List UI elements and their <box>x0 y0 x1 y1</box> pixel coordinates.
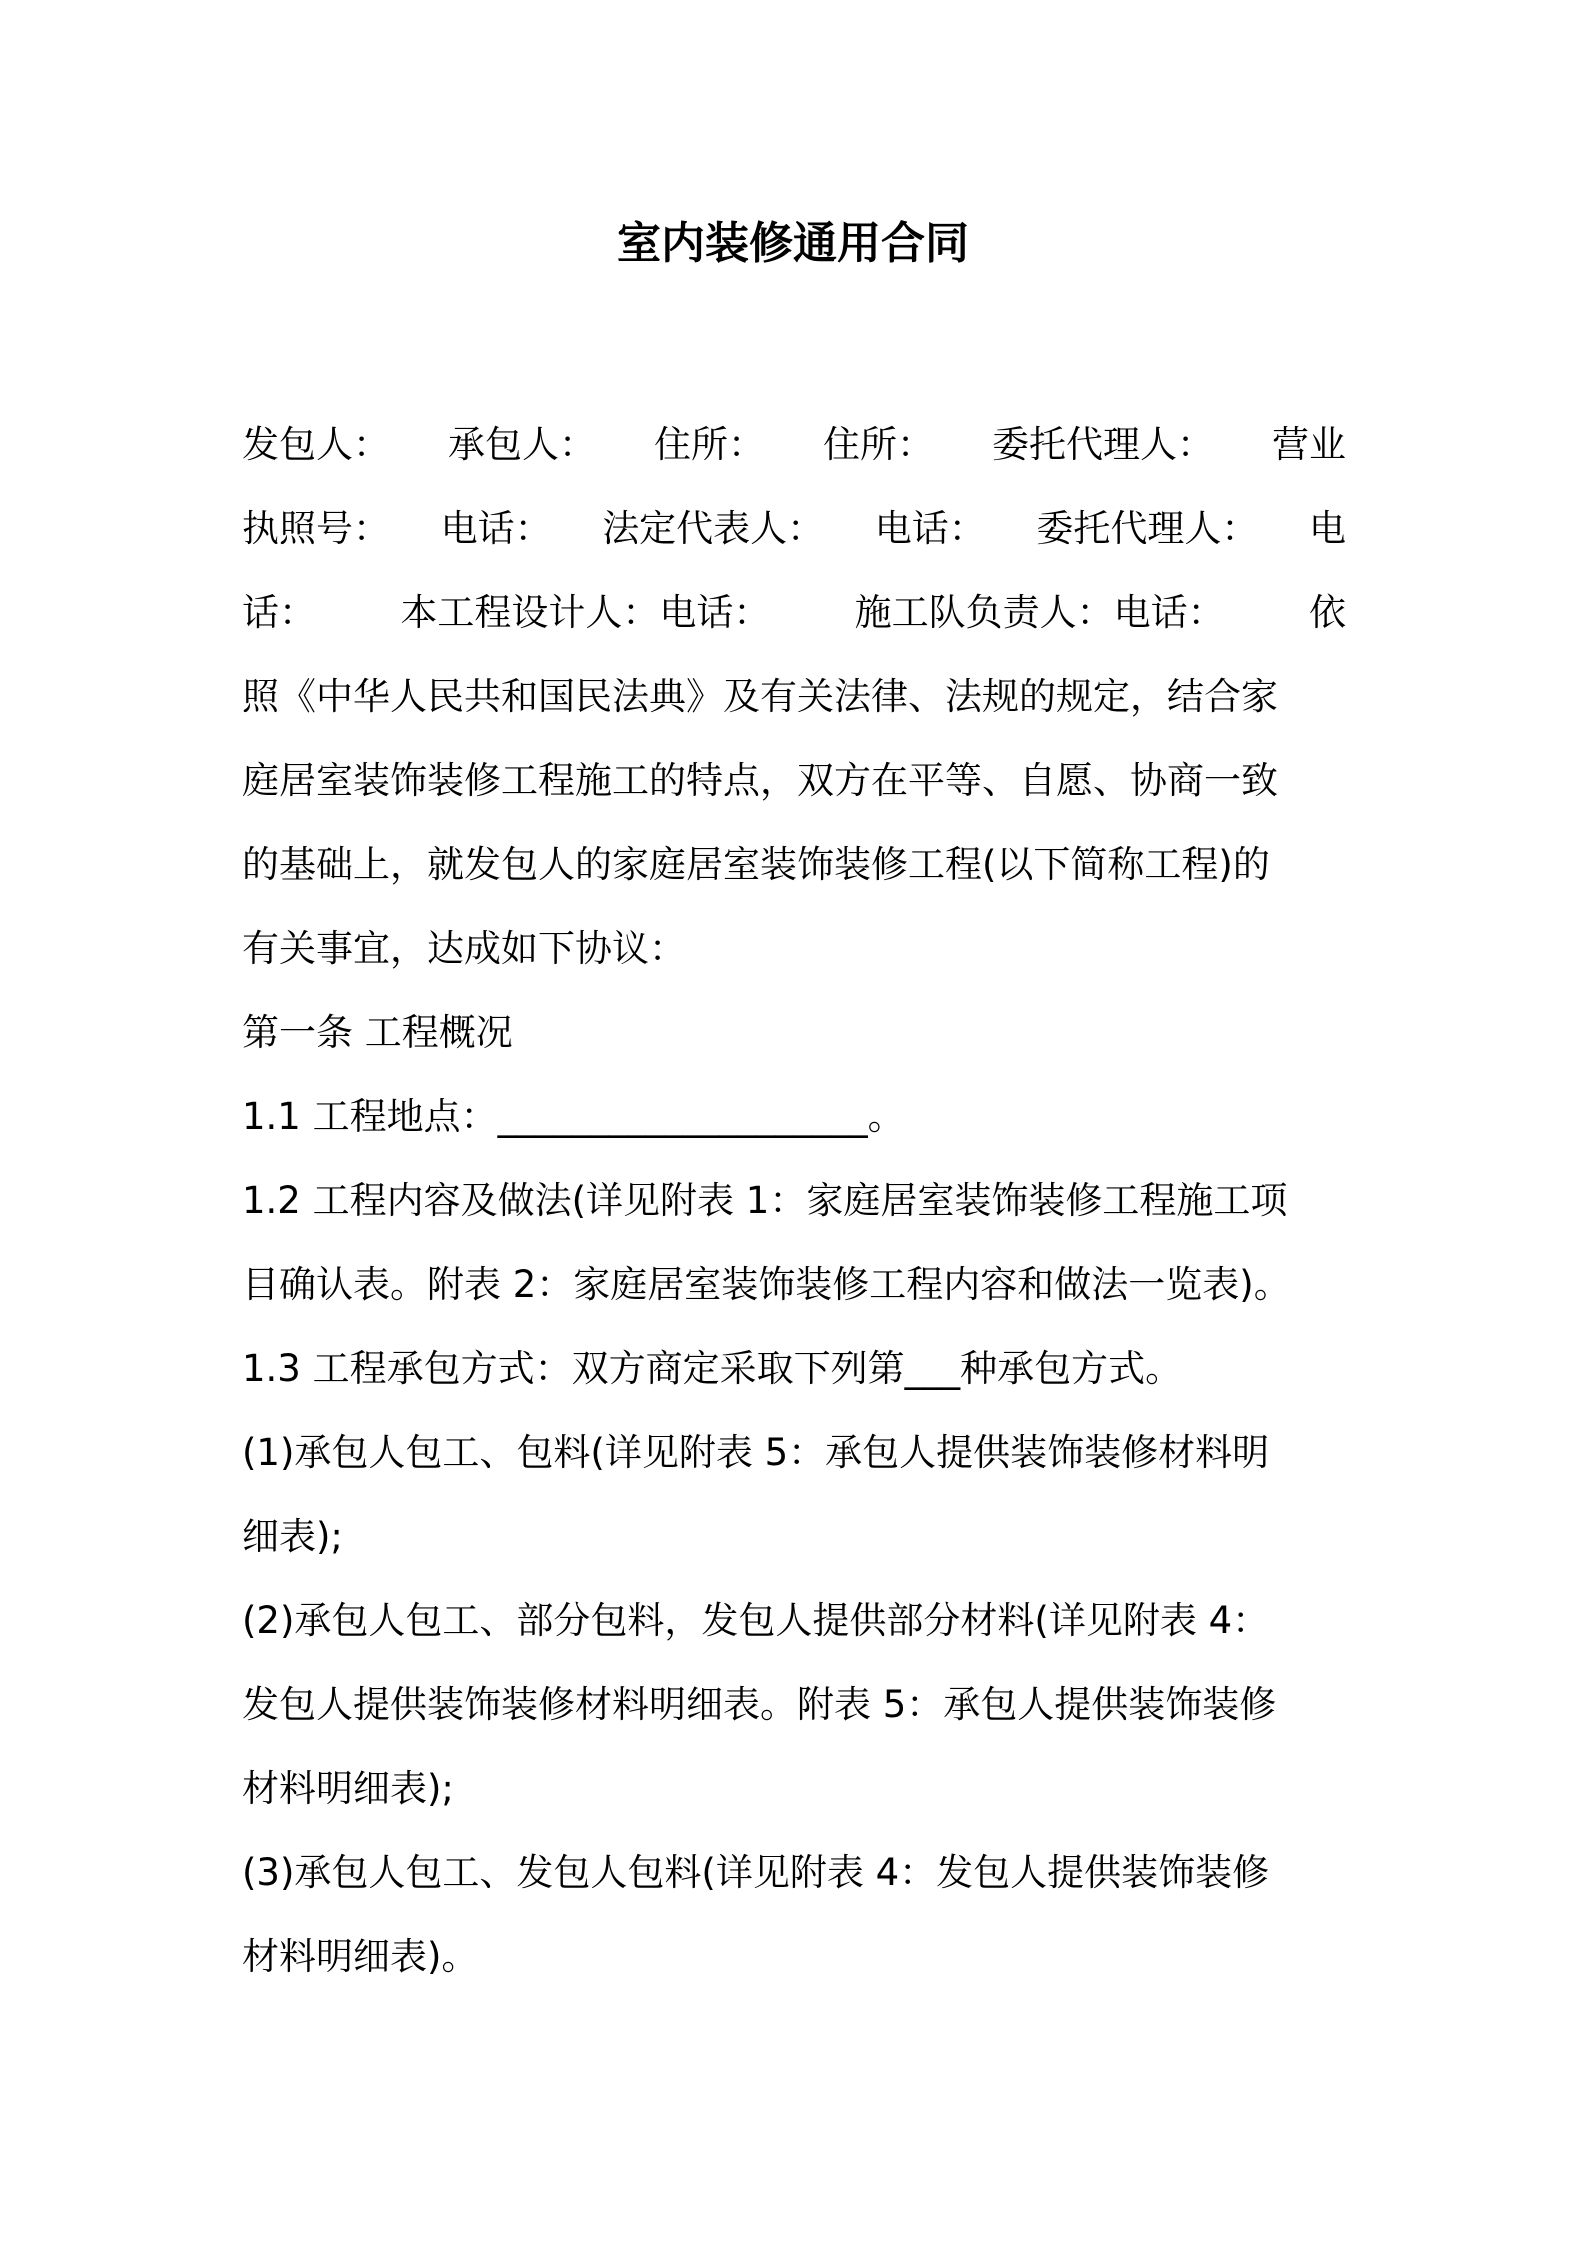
party-field: 承包人： <box>448 423 596 466</box>
item-1-2-line: 1.2 工程内容及做法(详见附表 1：家庭居室装饰装修工程施工项 <box>242 1179 1288 1222</box>
document-body <box>242 403 1346 1999</box>
party-field: 委托代理人： <box>1036 507 1259 550</box>
option-3-line: 材料明细表)。 <box>242 1935 479 1978</box>
option-3-line: (3)承包人包工、发包人包料(详见附表 4：发包人提供装饰装修 <box>242 1851 1270 1894</box>
option-2-line: 发包人提供装饰装修材料明细表。附表 5：承包人提供装饰装修 <box>242 1683 1277 1726</box>
parties-line-1 <box>242 403 1346 487</box>
party-field: 话： <box>242 591 316 634</box>
party-field: 执照号： <box>242 507 390 550</box>
option-2-line: 材料明细表); <box>242 1767 454 1810</box>
article-1-heading: 第一条 工程概况 <box>242 1011 513 1054</box>
party-field: 住所： <box>823 423 934 466</box>
item-1-2-line: 目确认表。附表 2：家庭居室装饰装修工程内容和做法一览表)。 <box>242 1263 1291 1306</box>
paragraph-line: 庭居室装饰装修工程施工的特点，双方在平等、自愿、协商一致 <box>242 759 1278 802</box>
party-field: 委托代理人： <box>992 423 1214 466</box>
party-field: 发包人： <box>242 423 390 466</box>
parties-line-2 <box>242 487 1346 571</box>
party-field: 本工程设计人：电话： <box>400 591 771 634</box>
option-2-line: (2)承包人包工、部分包料，发包人提供部分材料(详见附表 4： <box>242 1599 1270 1642</box>
party-field: 电 <box>1308 507 1346 550</box>
document-title: 室内装修通用合同 <box>617 218 969 269</box>
item-1-1: 1.1 工程地点：____________________。 <box>242 1095 905 1138</box>
parties-line-3 <box>242 571 1346 655</box>
item-1-3: 1.3 工程承包方式：双方商定采取下列第___种承包方式。 <box>242 1347 1183 1390</box>
party-field: 依 <box>1308 591 1346 634</box>
party-field: 法定代表人： <box>602 507 825 550</box>
paragraph-line: 照《中华人民共和国民法典》及有关法律、法规的规定，结合家 <box>242 675 1278 718</box>
paragraph-line: 的基础上，就发包人的家庭居室装饰装修工程(以下简称工程)的 <box>242 843 1270 886</box>
option-1-line: 细表); <box>242 1515 343 1558</box>
party-field: 营业 <box>1272 423 1346 466</box>
option-1-line: (1)承包人包工、包料(详见附表 5：承包人提供装饰装修材料明 <box>242 1431 1270 1474</box>
party-field: 施工队负责人：电话： <box>854 591 1225 634</box>
party-field: 电话： <box>440 507 552 550</box>
party-field: 电话： <box>874 507 986 550</box>
paragraph-line: 有关事宜，达成如下协议： <box>242 927 686 970</box>
party-field: 住所： <box>654 423 765 466</box>
